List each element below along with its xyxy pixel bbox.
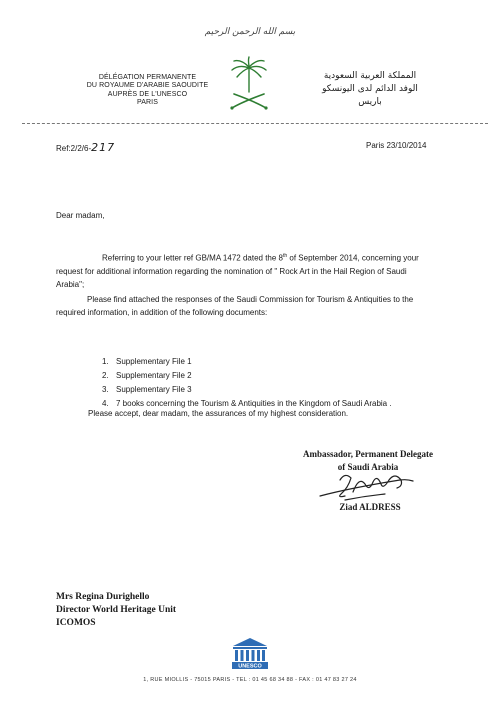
delegation-header-ar (300, 70, 440, 109)
addressee-line: Director World Heritage Unit (56, 605, 177, 615)
paragraph-attachments: Please find attached the responses of the Saudi Commission for Tourism & Antiquities to the required information, in addition of the following documents: (56, 295, 414, 317)
list-number: 3. (102, 385, 109, 394)
letter-date: Paris 23/10/2014 (366, 141, 427, 150)
header-divider (22, 123, 488, 124)
documents-list (102, 355, 392, 411)
list-text: 7 books concerning the Tourism & Antiquities in the Kingdom of Saudi Arabia . (116, 399, 392, 408)
header-ar-line: باريس (358, 97, 382, 107)
header-ar-line: المملكة العربية السعودية (323, 71, 417, 81)
reference-number (56, 141, 115, 154)
header-fr-line: DÉLÉGATION PERMANENTE (98, 74, 197, 81)
bismillah-header: بسم الله الرحمن الرحيم (204, 27, 296, 37)
paragraph-reference (56, 250, 431, 291)
list-item (102, 369, 392, 383)
list-item (102, 355, 392, 369)
header-ar-line: الوفد الدائم لدى اليونسكو (322, 84, 418, 94)
saudi-emblem-icon (224, 56, 274, 114)
list-text: Supplementary File 1 (116, 357, 192, 366)
addressee-line: Mrs Regina Durighello (56, 592, 150, 602)
para1-text-b: of September 2014, concerning your request for additional information regarding the nomination of " Rock Art in the Hail Region of Saudi Arabia"; (56, 253, 419, 289)
unesco-logo-text: UNESCO (238, 663, 262, 670)
header-fr-line: AUPRÈS DE L'UNESCO (107, 90, 188, 98)
addressee-line: ICOMOS (56, 618, 96, 628)
unesco-logo-icon (230, 637, 270, 671)
list-number: 1. (102, 357, 109, 366)
closing-line: Please accept, dear madam, the assurances of my highest consideration. (88, 409, 349, 418)
list-item (102, 383, 392, 397)
list-text: Supplementary File 3 (116, 385, 192, 394)
list-number: 2. (102, 371, 109, 380)
salutation: Dear madam, (56, 211, 105, 220)
list-number: 4. (102, 399, 109, 408)
sig-title-line: of Saudi Arabia (337, 462, 399, 472)
header-fr-line: PARIS (137, 98, 158, 106)
delegation-header-fr (60, 74, 235, 107)
list-text: Supplementary File 2 (116, 371, 192, 380)
para1-text-a: Referring to your letter ref GB/MA 1472 dated the 8 (102, 253, 283, 263)
para1-superscript: th (283, 253, 288, 259)
ref-handwritten-number: 217 (91, 141, 116, 154)
header-fr-line: DU ROYAUME D'ARABIE SAOUDITE (86, 82, 209, 90)
footer-address: 1, RUE MIOLLIS - 75015 PARIS - TEL : 01 45 68 34 88 - FAX : 01 47 83 27 24 (143, 677, 357, 683)
addressee-block (56, 591, 176, 630)
sig-title-line: Ambassador, Permanent Delegate (303, 449, 433, 459)
ref-prefix: Ref:2/2/6- (56, 144, 92, 153)
signatory-name: Ziad ALDRESS (339, 502, 401, 512)
